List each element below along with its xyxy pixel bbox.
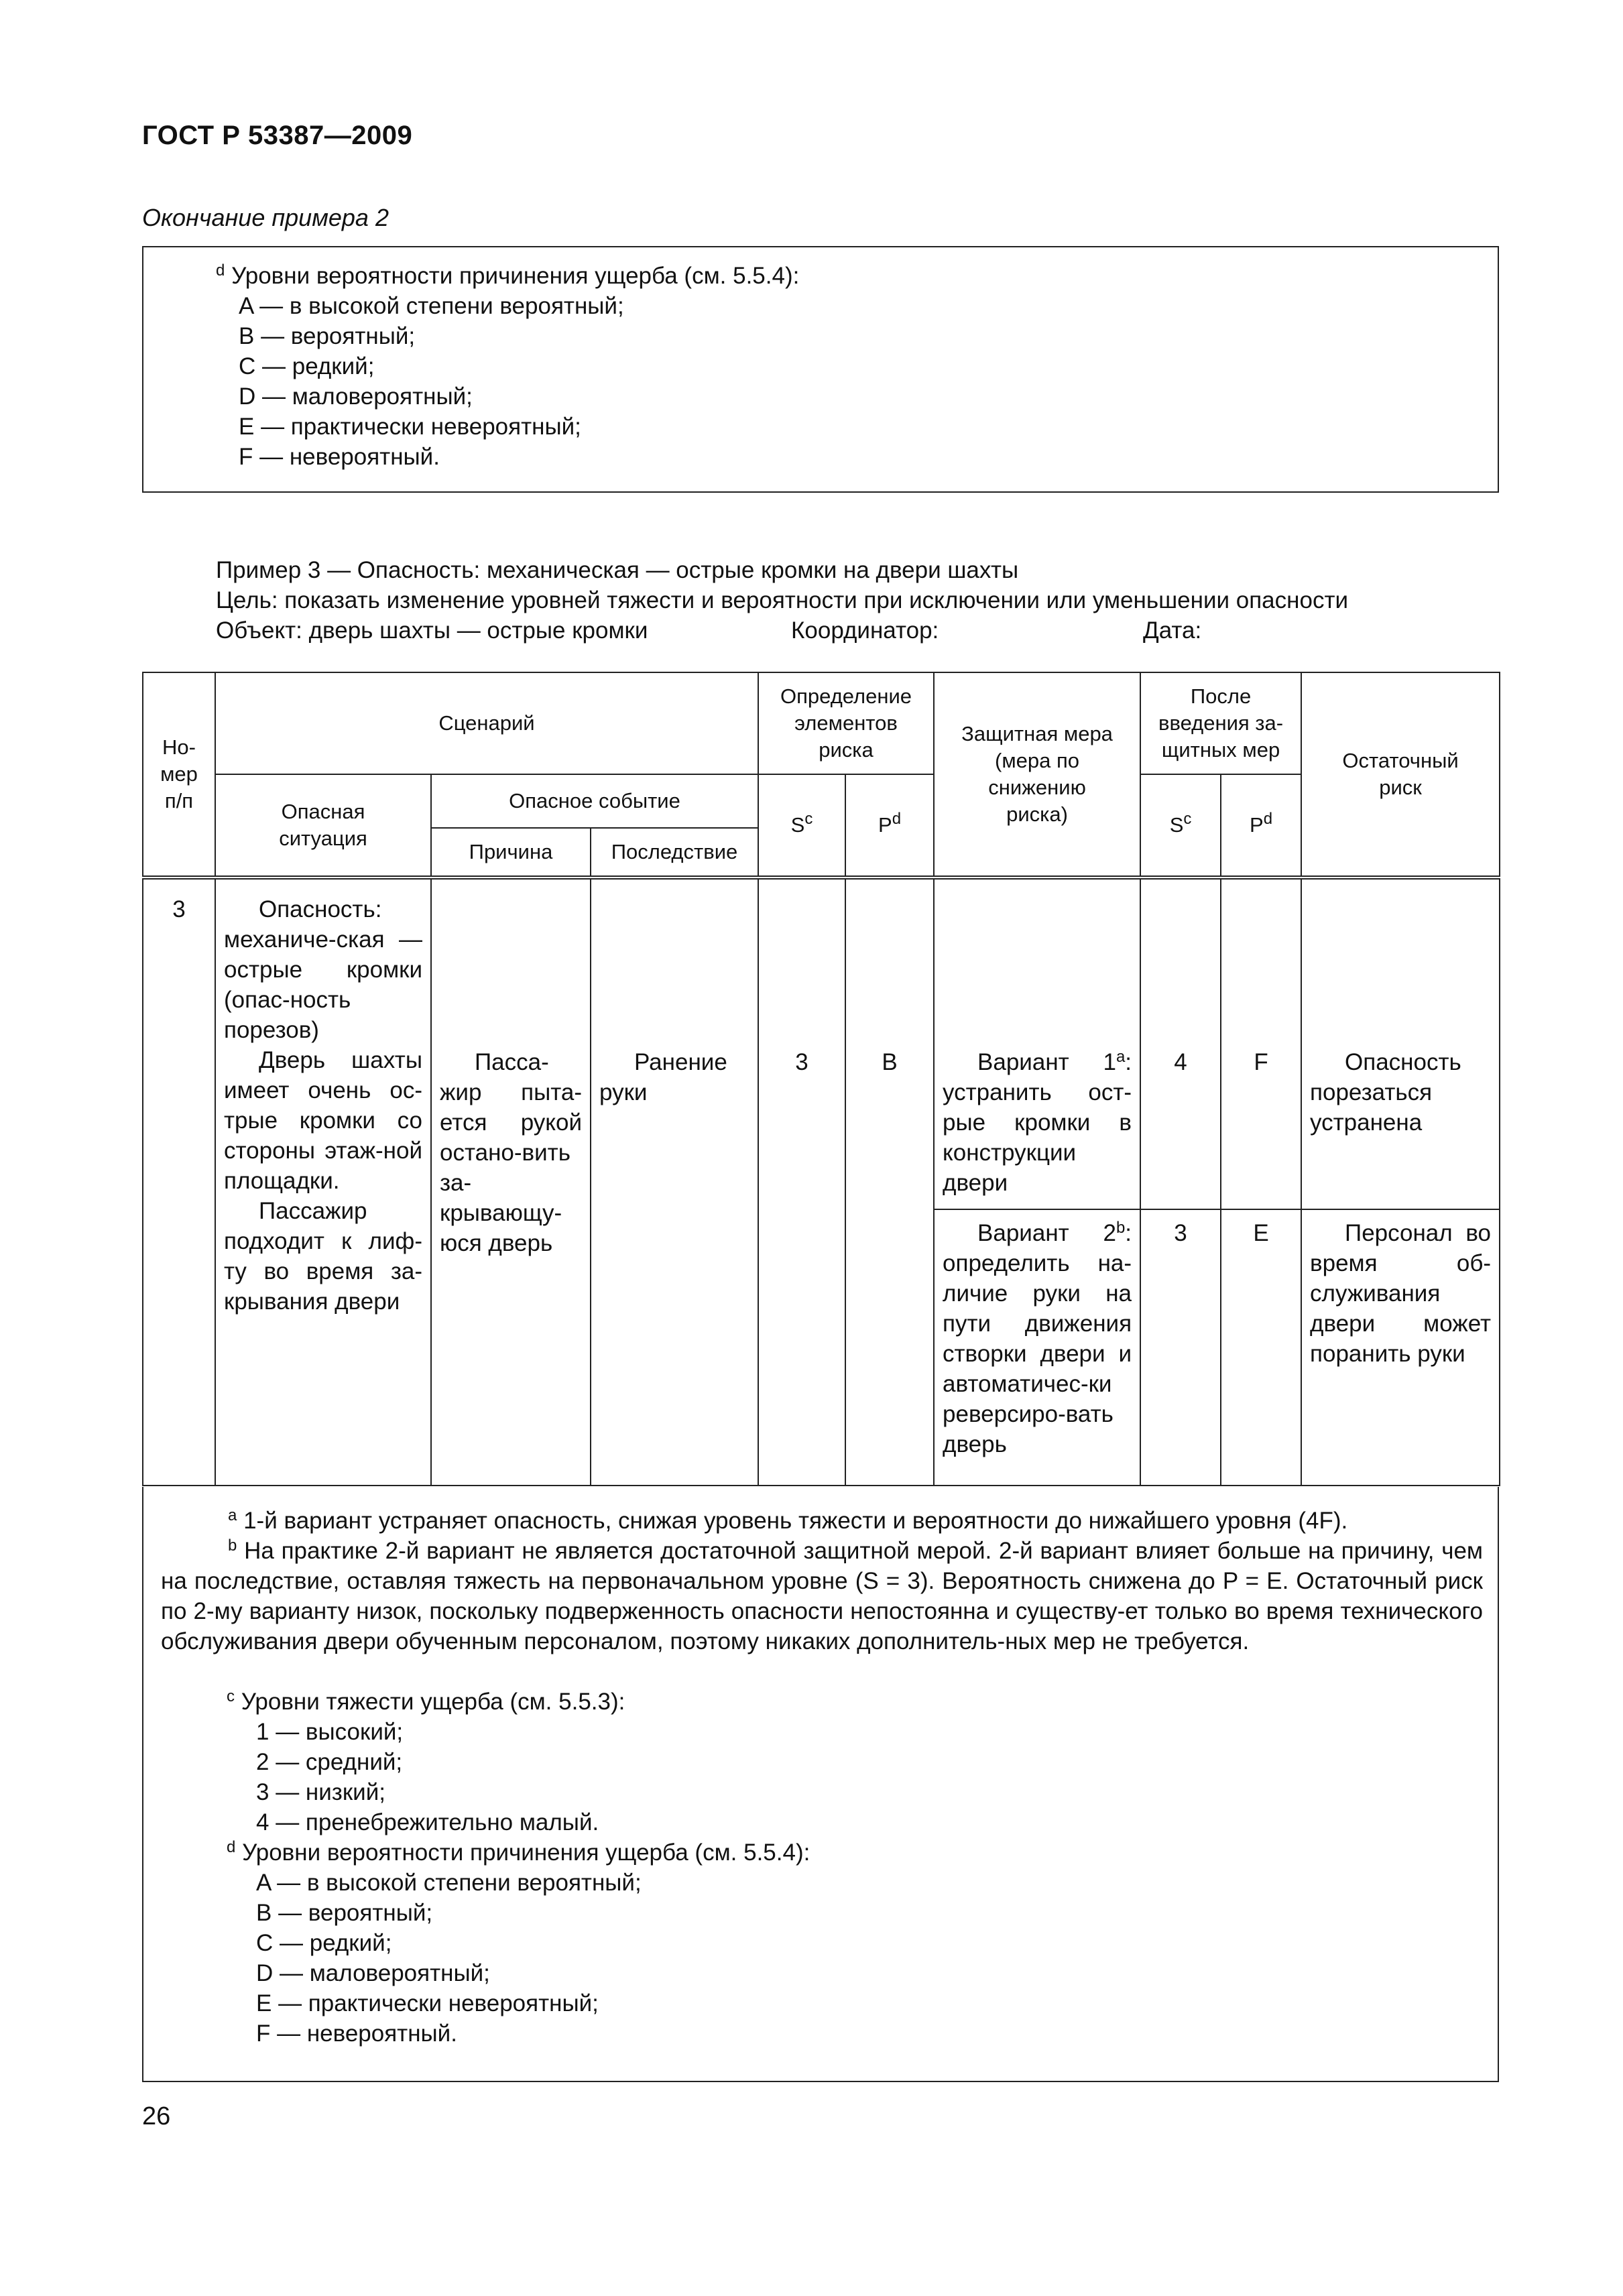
footnote-c-title: $^c$ Уровни тяжести ущерба (см. 5.5.3): (227, 1687, 625, 1715)
col-hazardous-event-header: Опасное событие (431, 774, 758, 828)
col-after-measures-header: После введения за- щитных мер (1140, 672, 1301, 774)
variant1-residual: Опасность порезаться устранена (1301, 878, 1500, 1209)
example-date: Дата: (1143, 617, 1202, 644)
top-note-item: B — вероятный; (239, 323, 416, 349)
footnote-c-item: 1 — высокий; (256, 1719, 404, 1745)
variant1-severity: 4 (1140, 878, 1221, 1209)
example-object: Объект: дверь шахты — острые кромки (216, 617, 648, 644)
variant1-cell: Вариант 1$^a$: устранить ост-рые кромки в конструкции двери (934, 878, 1140, 1209)
table-row (143, 878, 1500, 1209)
situation-door: Дверь шахты имеет очень ос-трые кромки со стороны этаж-ной площадки. (224, 1047, 422, 1194)
footnote-d-item: E — практически невероятный; (256, 1990, 599, 2016)
footnote-d-item: A — в высокой степени вероятный; (256, 1870, 642, 1896)
col-number-header: Но- мер п/п (143, 672, 215, 878)
col-consequence-header: Последствие (591, 828, 758, 878)
col-residual-risk-header: Остаточный риск (1301, 672, 1500, 878)
footnote-b: $^b$ На практике 2-й вариант не является достаточной защитной мерой. 2-й вариант влияет больше на причину, чем на последствие, оставляя тяжесть на первоначальном уровне (S = 3). Вероятность снижена до P = E. Остаточный риск по 2-му варианту низок, поскольку подверженность опасности непостоянна и существу-ет только во время технического обслуживания двери обученным персоналом, поэтому никаких дополнитель-ных мер не требуется. (161, 1536, 1483, 1654)
top-note-box (142, 246, 1499, 493)
top-note-item: F — невероятный. (239, 444, 440, 470)
page-number: 26 (142, 2102, 171, 2130)
col-scenario-header: Сценарий (215, 672, 758, 774)
col-s-after-header: $S^c$ (1140, 774, 1221, 878)
top-note-item: A — в высокой степени вероятный; (239, 293, 624, 319)
situation-passenger: Пассажир подходит к лиф-ту во время за-крывания двери (224, 1198, 422, 1315)
example-title: Пример 3 — Опасность: механическая — острые кромки на двери шахты (216, 557, 1019, 583)
example-goal: Цель: показать изменение уровней тяжести и вероятности при исключении или уменьшении опасности (216, 587, 1349, 613)
consequence-cell: Ранение руки (591, 878, 758, 1486)
row-number: 3 (143, 878, 215, 1486)
col-protective-measure-header: Защитная мера (мера по снижению риска) (934, 672, 1140, 878)
col-hazardous-situation-header: Опасная ситуация (215, 774, 431, 878)
top-note-item: C — редкий; (239, 353, 375, 379)
variant2-cell: Вариант 2$^b$: определить на-личие руки на пути движения створки двери и автоматичес-ки реверсиро-вать дверь (934, 1209, 1140, 1486)
footnote-d-item: B — вероятный; (256, 1900, 433, 1926)
footnote-a: $^a$ 1-й вариант устраняет опасность, снижая уровень тяжести и вероятности до нижайшего уровня (4F). (228, 1506, 1348, 1534)
top-note-item: E — практически невероятный; (239, 414, 581, 440)
col-p-header: $P^d$ (845, 774, 934, 878)
footnote-d-title: $^d$ Уровни вероятности причинения ущерба (см. 5.5.4): (227, 1838, 810, 1866)
col-risk-elements-header: Определение элементов риска (758, 672, 934, 774)
footnote-c-item: 3 — низкий; (256, 1779, 385, 1805)
variant2-severity: 3 (1140, 1209, 1221, 1486)
footnote-c-item: 2 — средний; (256, 1749, 403, 1775)
col-s-header: $S^c$ (758, 774, 845, 878)
variant2-probability: E (1221, 1209, 1301, 1486)
col-p-after-header: $P^d$ (1221, 774, 1301, 878)
cause-cell: Пасса-жир пыта-ется рукой остано-вить за-крывающу-юся дверь (431, 878, 591, 1486)
variant1-probability: F (1221, 878, 1301, 1209)
footnotes-box (142, 1487, 1499, 2082)
footnote-d-item: D — маловероятный; (256, 1960, 490, 1986)
footnote-d-item: C — редкий; (256, 1930, 392, 1956)
footnote-c-item: 4 — пренебрежительно малый. (256, 1809, 599, 1835)
top-note-item: D — маловероятный; (239, 383, 473, 410)
top-note-title: $^d$ Уровни вероятности причинения ущерба (см. 5.5.4): (216, 261, 800, 289)
variant2-residual: Персонал во время об-служивания двери может поранить руки (1301, 1209, 1500, 1486)
hazardous-situation-cell (215, 878, 431, 1486)
example-caption: Окончание примера 2 (142, 204, 389, 231)
situation-hazard: Опасность: механиче-ская — острые кромки (опас-ность порезов) (224, 896, 422, 1043)
probability-cell: B (845, 878, 934, 1486)
example-coordinator: Координатор: (791, 617, 939, 644)
standard-header: ГОСТ Р 53387—2009 (142, 121, 413, 150)
col-cause-header: Причина (431, 828, 591, 878)
footnote-d-item: F — невероятный. (256, 2020, 457, 2047)
severity-cell: 3 (758, 878, 845, 1486)
risk-table (142, 672, 1500, 1486)
